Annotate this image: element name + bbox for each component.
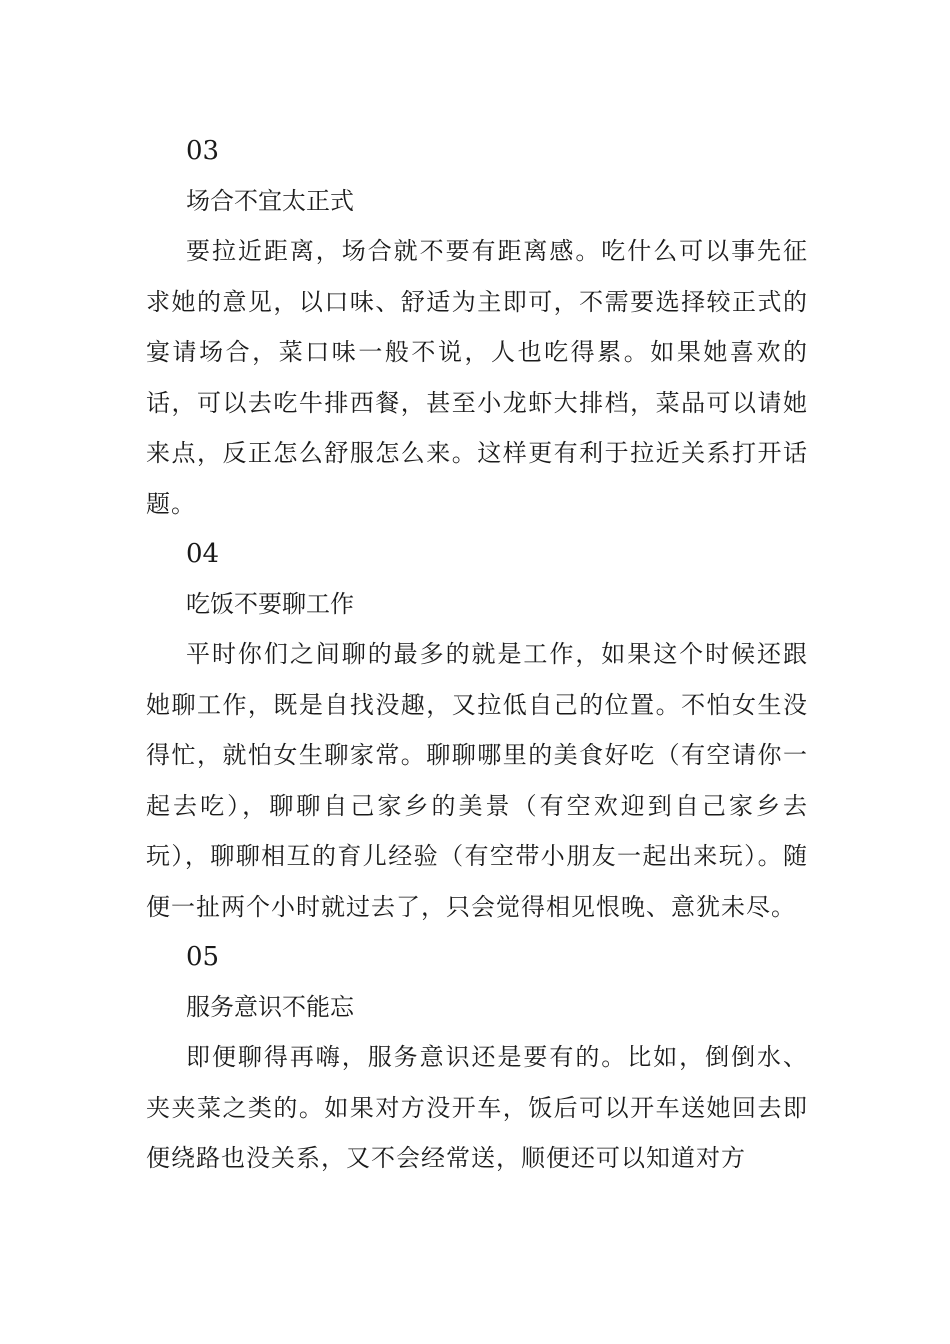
section-title: 场合不宜太正式 bbox=[186, 187, 354, 215]
document-content bbox=[146, 126, 808, 1184]
section-body: 平时你们之间聊的最多的就是工作，如果这个时候还跟她聊工作，既是自找没趣，又拉低自己的位置。不怕女生没得忙，就怕女生聊家常。聊聊哪里的美食好吃（有空请你一起去吃），聊聊自己家乡的美景（有空欢迎到自己家乡去玩），聊聊相互的育儿经验（有空带小朋友一起出来玩）。随便一扯两个小时就过去了，只会觉得相见恨晚、意犹未尽。 bbox=[146, 640, 808, 921]
section-04 bbox=[146, 529, 808, 932]
section-number: 03 bbox=[186, 136, 220, 166]
section-title: 吃饭不要聊工作 bbox=[186, 590, 354, 618]
section-number: 05 bbox=[186, 942, 220, 972]
section-title: 服务意识不能忘 bbox=[186, 993, 354, 1021]
section-body: 即便聊得再嗨，服务意识还是要有的。比如，倒倒水、夹夹菜之类的。如果对方没开车，饭后可以开车送她回去即便绕路也没关系，又不会经常送，顺便还可以知道对方 bbox=[146, 1043, 808, 1172]
section-03 bbox=[146, 126, 808, 529]
section-number: 04 bbox=[186, 539, 220, 569]
section-body: 要拉近距离，场合就不要有距离感。吃什么可以事先征求她的意见，以口味、舒适为主即可，不需要选择较正式的宴请场合，菜口味一般不说，人也吃得累。如果她喜欢的话，可以去吃牛排西餐，甚至小龙虾大排档，菜品可以请她来点，反正怎么舒服怎么来。这样更有利于拉近关系打开话题。 bbox=[146, 237, 808, 518]
section-05 bbox=[146, 932, 808, 1184]
